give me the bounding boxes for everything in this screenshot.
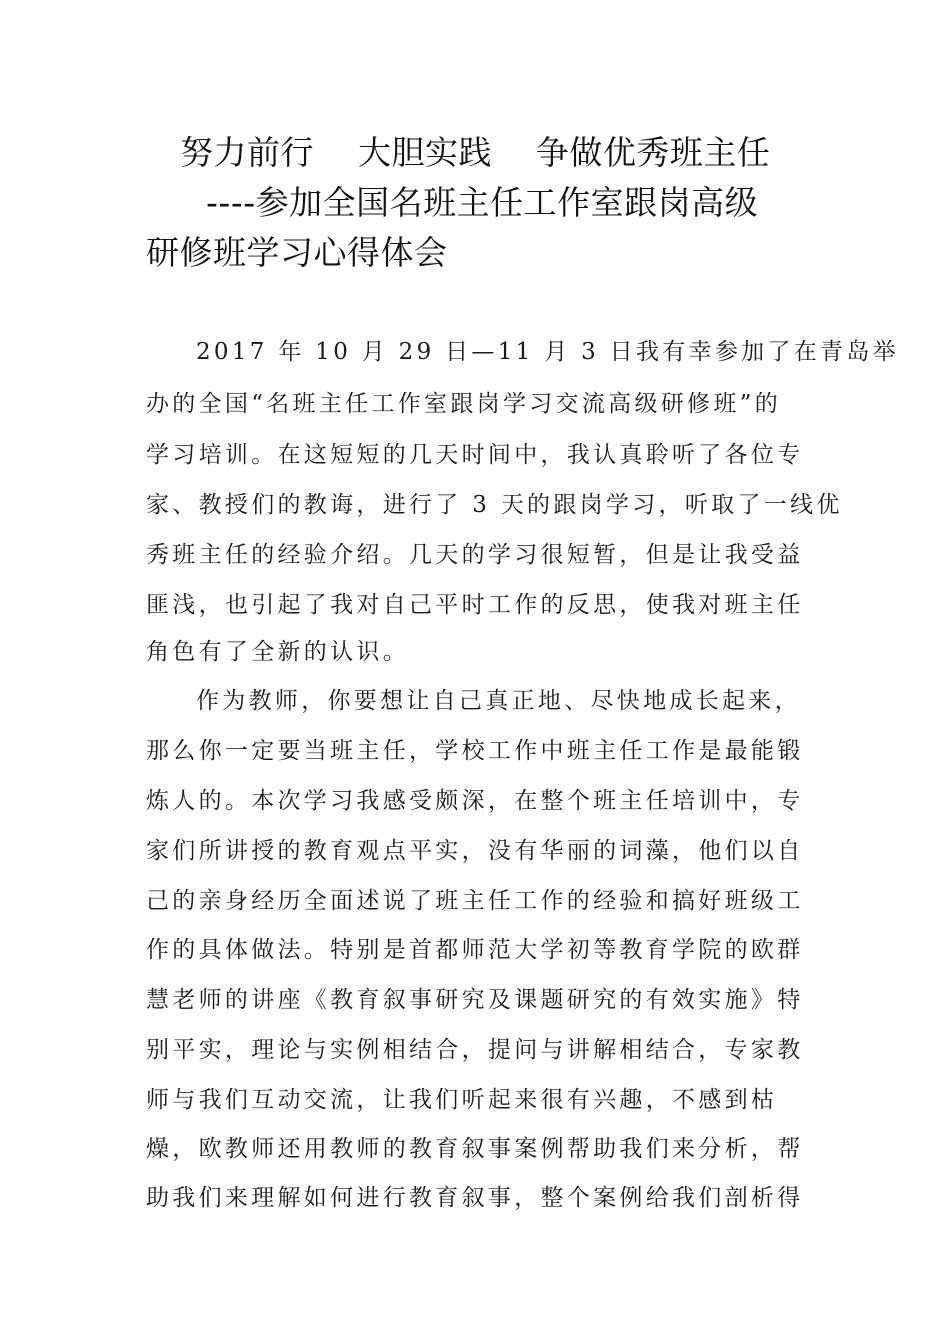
paragraph-1-line: 角色有了全新的认识。 [146,639,409,665]
paragraph-2-line: 燥，欧教师还用教师的教育叙事案例帮助我们来分析，帮 [146,1136,804,1162]
paragraph-2-line: 慧老师的讲座《教育叙事研究及课题研究的有效实施》特 [146,987,804,1013]
paragraph-2-line: 作的具体做法。特别是首都师范大学初等教育学院的欧群 [146,937,804,963]
paragraph-2-line: 炼人的。本次学习我感受颇深，在整个班主任培训中，专 [146,788,804,814]
paragraph-2-line: 作为教师，你要想让自己真正地、尽快地成长起来， [196,688,801,714]
title-line-2: ----参加全国名班主任工作室跟岗高级 [206,183,759,222]
paragraph-2-line: 助我们来理解如何进行教育叙事，整个案例给我们剖析得 [146,1185,804,1211]
paragraph-2-line: 师与我们互动交流，让我们听起来很有兴趣，不感到枯 [146,1087,778,1113]
paragraph-2-line: 家们所讲授的教育观点平实，没有华丽的词藻，他们以自 [146,838,804,864]
title-line-3: 研修班学习心得体会 [146,233,448,272]
document-title [146,128,806,278]
paragraph-2-line: 那么你一定要当班主任，学校工作中班主任工作是最能锻 [146,738,804,764]
paragraph-1-line: 办的全国“名班主任工作室跟岗学习交流高级研修班”的 [146,391,782,417]
paragraph-1-line: 秀班主任的经验介绍。几天的学习很短暂，但是让我受益 [146,542,804,568]
paragraph-2-line: 己的亲身经历全面述说了班主任工作的经验和搞好班级工 [146,888,804,914]
paragraph-1-line: 2017 年 10 月 29 日—11 月 3 日我有幸参加了在青岛举 [196,339,899,365]
paragraph-2-line: 别平实，理论与实例相结合，提问与讲解相结合，专家教 [146,1037,804,1063]
paragraph-1-line: 学习培训。在这短短的几天时间中，我认真聆听了各位专 [146,442,804,468]
title-line-1: 努力前行 大胆实践 争做优秀班主任 [180,133,771,172]
paragraph-1-line: 家、教授们的教诲，进行了 3 天的跟岗学习，听取了一线优 [146,492,843,518]
paragraph-1-line: 匪浅，也引起了我对自己平时工作的反思，使我对班主任 [146,592,804,618]
